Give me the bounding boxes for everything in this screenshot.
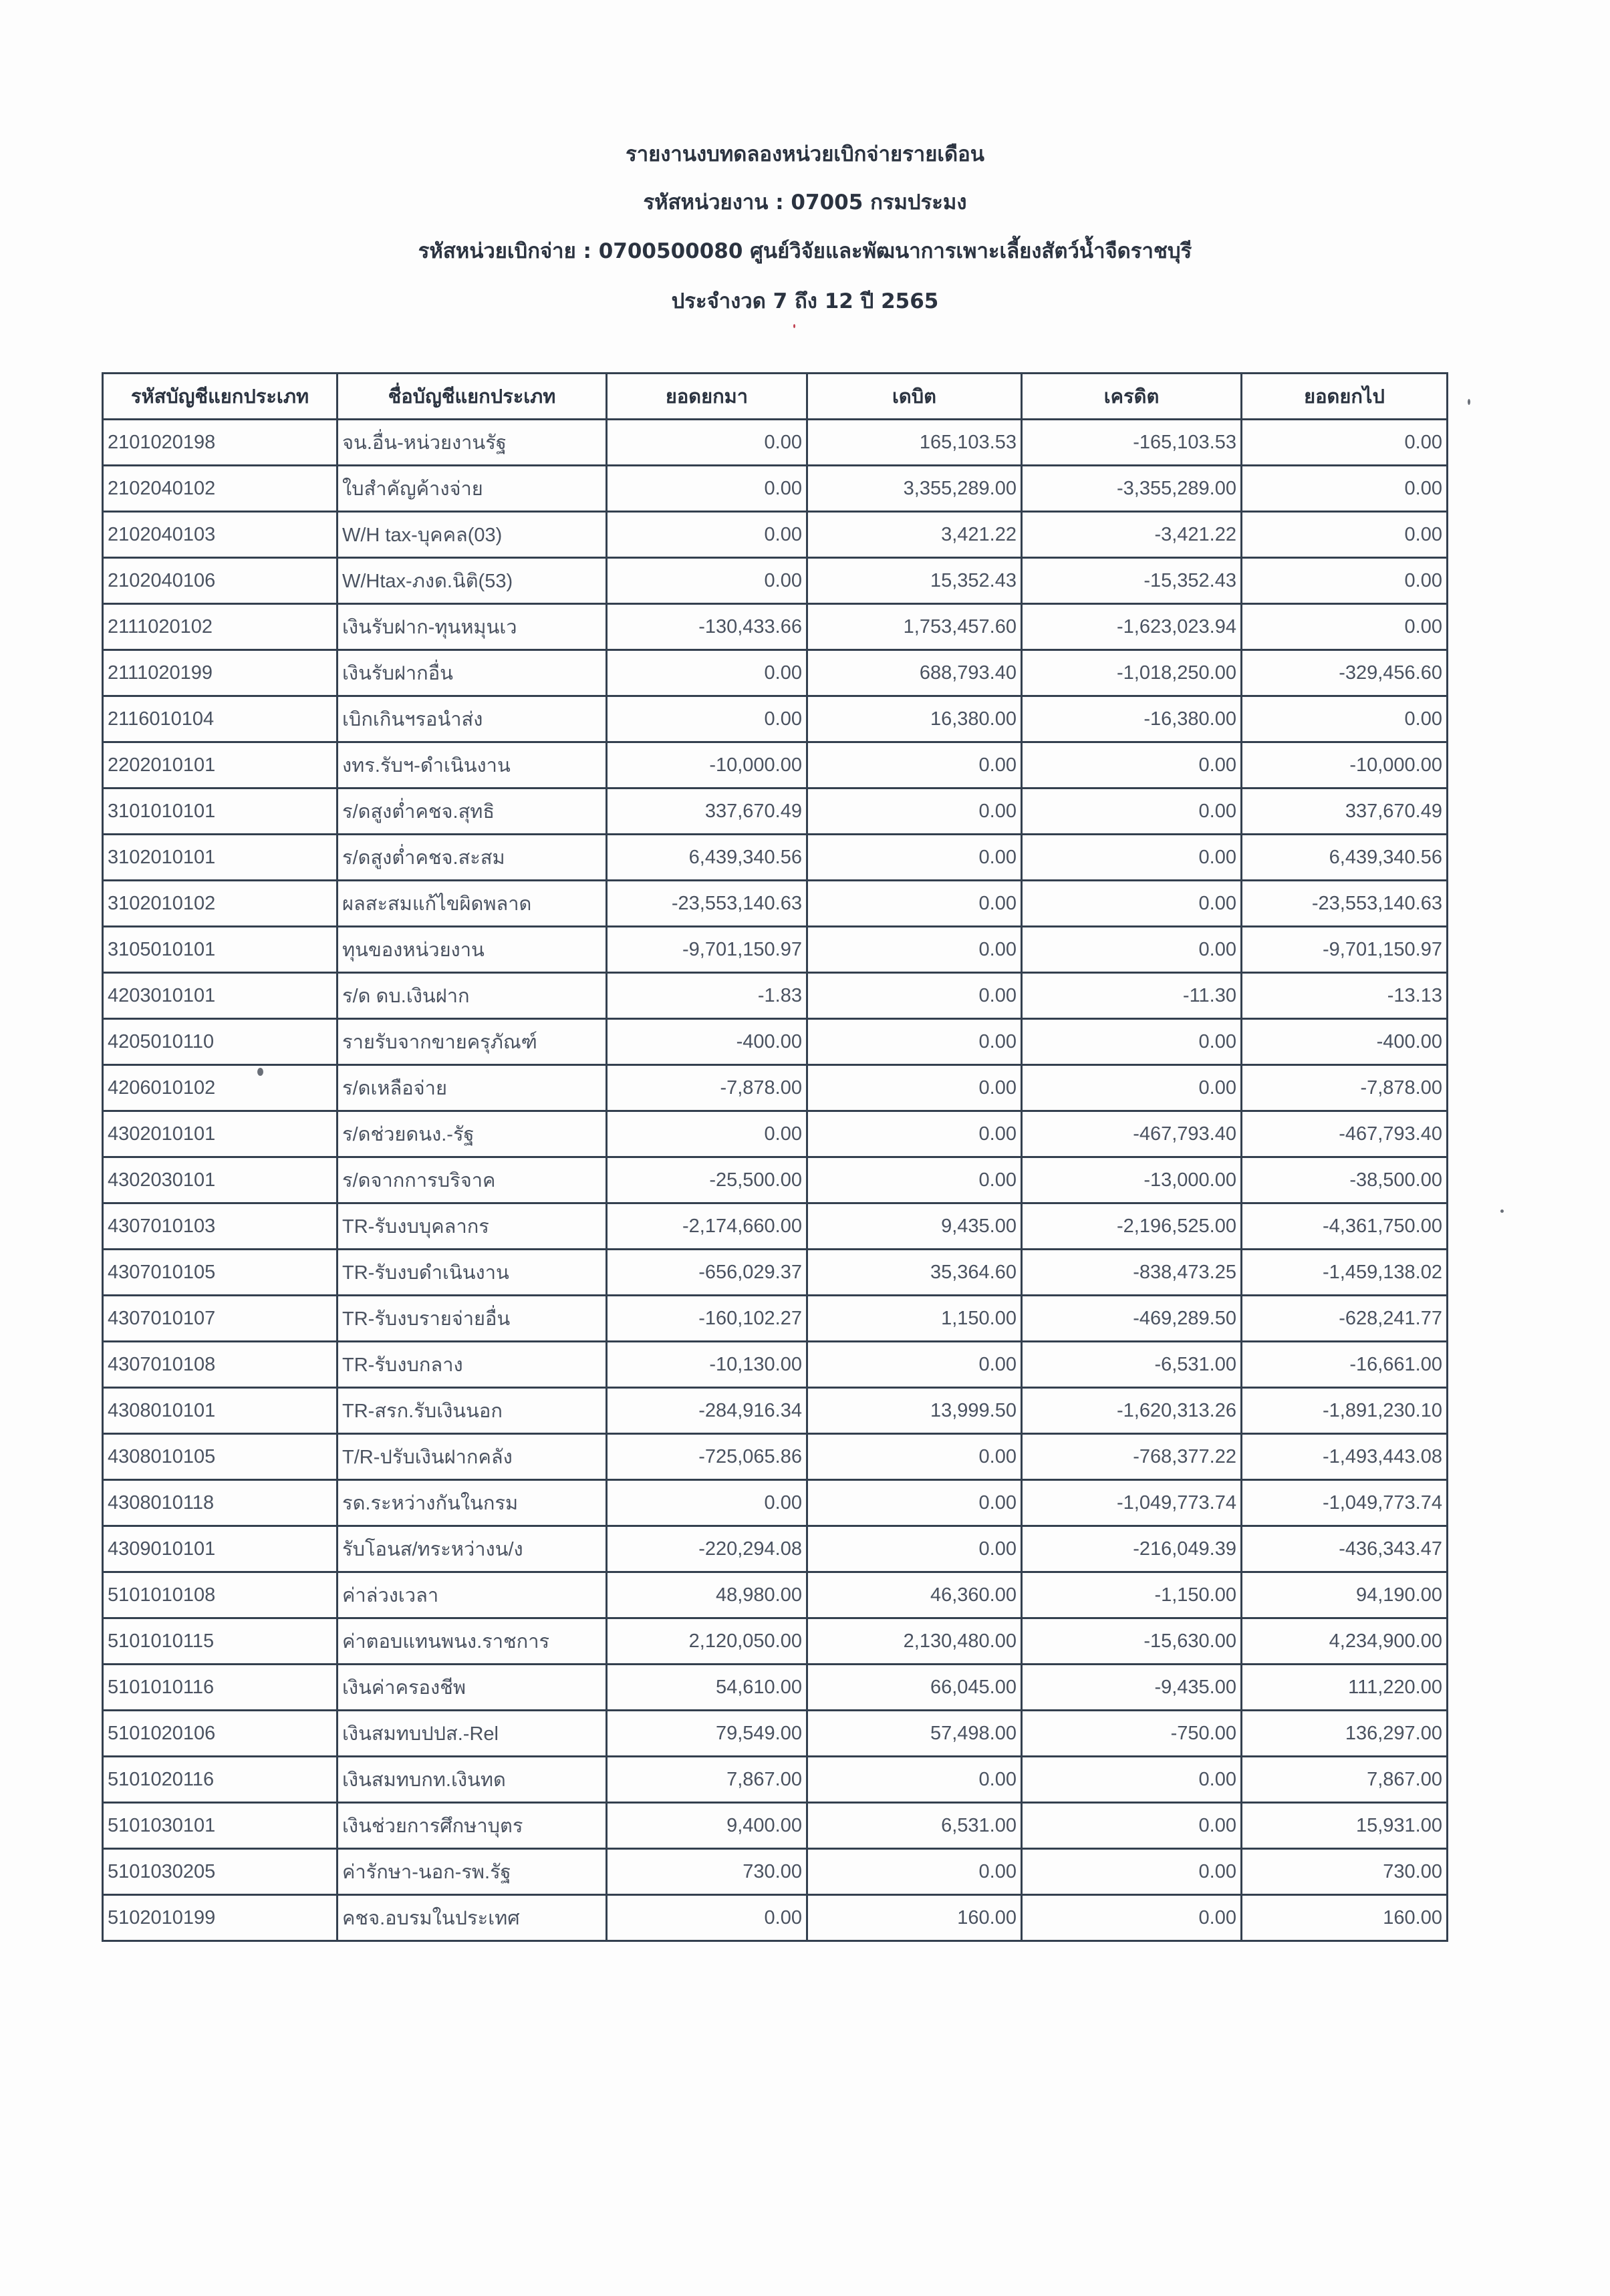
brought-forward-cell: 48,980.00: [607, 1572, 807, 1618]
carried-forward-cell: -13.13: [1242, 973, 1448, 1019]
disbursing-unit-line: รหัสหน่วยเบิกจ่าย : 0700500080 ศูนย์วิจัยและพัฒนาการเพาะเลี้ยงสัตว์น้ำจืดราชบุรี: [418, 239, 1192, 263]
carried-forward-cell: 111,220.00: [1242, 1665, 1448, 1711]
debit-cell: 0.00: [807, 881, 1022, 927]
brought-forward-cell: -656,029.37: [607, 1250, 807, 1296]
carried-forward-cell: 6,439,340.56: [1242, 835, 1448, 881]
account-name-cell: เงินช่วยการศึกษาบุตร: [338, 1803, 607, 1849]
brought-forward-cell: -9,701,150.97: [607, 927, 807, 973]
table-row: [103, 1711, 1448, 1757]
account-code-cell: 5101020106: [103, 1711, 338, 1757]
account-name-cell: ร/ดช่วยดนง.-รัฐ: [338, 1111, 607, 1157]
debit-cell: 3,421.22: [807, 512, 1022, 558]
carried-forward-cell: 0.00: [1242, 512, 1448, 558]
brought-forward-cell: -400.00: [607, 1019, 807, 1065]
credit-cell: -15,352.43: [1022, 558, 1242, 604]
debit-cell: 35,364.60: [807, 1250, 1022, 1296]
brought-forward-cell: 79,549.00: [607, 1711, 807, 1757]
debit-cell: 165,103.53: [807, 420, 1022, 466]
table-row: [103, 1572, 1448, 1618]
account-code-cell: 5102010199: [103, 1895, 338, 1941]
account-code-cell: 4307010108: [103, 1342, 338, 1388]
carried-forward-cell: -1,493,443.08: [1242, 1434, 1448, 1480]
period-line: ประจำงวด 7 ถึง 12 ปี 2565: [671, 289, 939, 313]
account-code-cell: 4203010101: [103, 973, 338, 1019]
account-name-cell: ทุนของหน่วยงาน: [338, 927, 607, 973]
account-code-cell: 5101030101: [103, 1803, 338, 1849]
table-row: [103, 512, 1448, 558]
debit-cell: 3,355,289.00: [807, 466, 1022, 512]
brought-forward-cell: 0.00: [607, 1111, 807, 1157]
account-code-cell: 4308010105: [103, 1434, 338, 1480]
debit-cell: 6,531.00: [807, 1803, 1022, 1849]
table-row: [103, 1665, 1448, 1711]
credit-cell: 0.00: [1022, 1849, 1242, 1895]
carried-forward-cell: -400.00: [1242, 1019, 1448, 1065]
debit-cell: 0.00: [807, 1111, 1022, 1157]
account-name-cell: รายรับจากขายครุภัณฑ์: [338, 1019, 607, 1065]
carried-forward-cell: -436,343.47: [1242, 1526, 1448, 1572]
debit-cell: 0.00: [807, 1849, 1022, 1895]
brought-forward-cell: -10,000.00: [607, 742, 807, 788]
carried-forward-cell: 0.00: [1242, 558, 1448, 604]
debit-cell: 0.00: [807, 927, 1022, 973]
brought-forward-cell: 7,867.00: [607, 1757, 807, 1803]
carried-forward-cell: -7,878.00: [1242, 1065, 1448, 1111]
debit-cell: 57,498.00: [807, 1711, 1022, 1757]
credit-cell: -1,620,313.26: [1022, 1388, 1242, 1434]
credit-cell: 0.00: [1022, 1065, 1242, 1111]
table-row: [103, 881, 1448, 927]
debit-cell: 15,352.43: [807, 558, 1022, 604]
table-row: [103, 742, 1448, 788]
account-code-cell: 5101020116: [103, 1757, 338, 1803]
account-code-cell: 3102010102: [103, 881, 338, 927]
credit-cell: -838,473.25: [1022, 1250, 1242, 1296]
credit-cell: -1,623,023.94: [1022, 604, 1242, 650]
account-name-cell: TR-รับงบดำเนินงาน: [338, 1250, 607, 1296]
carried-forward-cell: -1,049,773.74: [1242, 1480, 1448, 1526]
table-row: [103, 1019, 1448, 1065]
credit-cell: 0.00: [1022, 881, 1242, 927]
table-row: [103, 1757, 1448, 1803]
table-row: [103, 696, 1448, 742]
credit-cell: -1,018,250.00: [1022, 650, 1242, 696]
brought-forward-cell: 54,610.00: [607, 1665, 807, 1711]
table-row: [103, 1065, 1448, 1111]
brought-forward-cell: -1.83: [607, 973, 807, 1019]
account-name-cell: ใบสำคัญค้างจ่าย: [338, 466, 607, 512]
carried-forward-cell: 160.00: [1242, 1895, 1448, 1941]
account-name-cell: T/R-ปรับเงินฝากคลัง: [338, 1434, 607, 1480]
table-row: [103, 1342, 1448, 1388]
brought-forward-cell: -2,174,660.00: [607, 1203, 807, 1250]
carried-forward-cell: 7,867.00: [1242, 1757, 1448, 1803]
debit-cell: 0.00: [807, 973, 1022, 1019]
account-code-cell: 4308010118: [103, 1480, 338, 1526]
credit-cell: 0.00: [1022, 1019, 1242, 1065]
account-name-cell: TR-รับงบรายจ่ายอื่น: [338, 1296, 607, 1342]
account-name-cell: TR-รับงบกลาง: [338, 1342, 607, 1388]
debit-cell: 66,045.00: [807, 1665, 1022, 1711]
account-code-cell: 2202010101: [103, 742, 338, 788]
agency-line: รหัสหน่วยงาน : 07005 กรมประมง: [643, 190, 967, 214]
credit-cell: 0.00: [1022, 1895, 1242, 1941]
carried-forward-cell: 136,297.00: [1242, 1711, 1448, 1757]
brought-forward-cell: -10,130.00: [607, 1342, 807, 1388]
debit-cell: 0.00: [807, 1526, 1022, 1572]
credit-cell: -469,289.50: [1022, 1296, 1242, 1342]
carried-forward-cell: -329,456.60: [1242, 650, 1448, 696]
debit-cell: 0.00: [807, 788, 1022, 835]
table-header-row: [103, 374, 1448, 420]
account-code-cell: 4307010107: [103, 1296, 338, 1342]
credit-cell: -16,380.00: [1022, 696, 1242, 742]
account-name-cell: เงินค่าครองชีพ: [338, 1665, 607, 1711]
report-title: รายงานงบทดลองหน่วยเบิกจ่ายรายเดือน: [626, 142, 984, 166]
debit-cell: 16,380.00: [807, 696, 1022, 742]
account-name-cell: เงินรับฝากอื่น: [338, 650, 607, 696]
account-code-cell: 5101010116: [103, 1665, 338, 1711]
table-row: [103, 973, 1448, 1019]
account-code-cell: 3102010101: [103, 835, 338, 881]
carried-forward-cell: 15,931.00: [1242, 1803, 1448, 1849]
carried-forward-cell: -1,891,230.10: [1242, 1388, 1448, 1434]
table-row: [103, 1296, 1448, 1342]
account-code-cell: 4307010103: [103, 1203, 338, 1250]
account-name-cell: งทร.รับฯ-ดำเนินงาน: [338, 742, 607, 788]
brought-forward-cell: 0.00: [607, 1480, 807, 1526]
credit-cell: -750.00: [1022, 1711, 1242, 1757]
account-name-cell: ร/ดสูงต่ำคชจ.สุทธิ: [338, 788, 607, 835]
debit-cell: 688,793.40: [807, 650, 1022, 696]
account-code-cell: 5101030205: [103, 1849, 338, 1895]
credit-cell: -1,150.00: [1022, 1572, 1242, 1618]
carried-forward-cell: -9,701,150.97: [1242, 927, 1448, 973]
carried-forward-cell: -1,459,138.02: [1242, 1250, 1448, 1296]
scan-speck: [1468, 399, 1470, 405]
credit-cell: 0.00: [1022, 1757, 1242, 1803]
account-code-cell: 4309010101: [103, 1526, 338, 1572]
table-row: [103, 1526, 1448, 1572]
debit-cell: 0.00: [807, 1157, 1022, 1203]
account-name-cell: ร/ดจากการบริจาค: [338, 1157, 607, 1203]
carried-forward-cell: -23,553,140.63: [1242, 881, 1448, 927]
debit-cell: 9,435.00: [807, 1203, 1022, 1250]
credit-cell: -6,531.00: [1022, 1342, 1242, 1388]
account-code-cell: 3101010101: [103, 788, 338, 835]
credit-cell: -467,793.40: [1022, 1111, 1242, 1157]
header-credit: เครดิต: [1022, 374, 1242, 420]
carried-forward-cell: -38,500.00: [1242, 1157, 1448, 1203]
account-name-cell: เงินสมทบปปส.-Rel: [338, 1711, 607, 1757]
debit-cell: 0.00: [807, 1065, 1022, 1111]
table-row: [103, 1203, 1448, 1250]
account-name-cell: คชจ.อบรมในประเทศ: [338, 1895, 607, 1941]
carried-forward-cell: 0.00: [1242, 420, 1448, 466]
credit-cell: -768,377.22: [1022, 1434, 1242, 1480]
table-row: [103, 788, 1448, 835]
account-code-cell: 2102040106: [103, 558, 338, 604]
table-row: [103, 927, 1448, 973]
brought-forward-cell: 9,400.00: [607, 1803, 807, 1849]
brought-forward-cell: -284,916.34: [607, 1388, 807, 1434]
account-code-cell: 2101020198: [103, 420, 338, 466]
brought-forward-cell: 6,439,340.56: [607, 835, 807, 881]
table-row: [103, 420, 1448, 466]
account-code-cell: 2102040102: [103, 466, 338, 512]
table-row: [103, 1157, 1448, 1203]
debit-cell: 0.00: [807, 1434, 1022, 1480]
table-row: [103, 466, 1448, 512]
credit-cell: 0.00: [1022, 788, 1242, 835]
debit-cell: 160.00: [807, 1895, 1022, 1941]
credit-cell: -1,049,773.74: [1022, 1480, 1242, 1526]
account-code-cell: 5101010108: [103, 1572, 338, 1618]
table-body: [103, 420, 1448, 1941]
account-name-cell: TR-สรก.รับเงินนอก: [338, 1388, 607, 1434]
scan-speck: [257, 1068, 263, 1076]
debit-cell: 0.00: [807, 1480, 1022, 1526]
brought-forward-cell: -23,553,140.63: [607, 881, 807, 927]
table-row: [103, 1111, 1448, 1157]
account-code-cell: 4308010101: [103, 1388, 338, 1434]
account-code-cell: 2111020199: [103, 650, 338, 696]
carried-forward-cell: 0.00: [1242, 466, 1448, 512]
account-name-cell: TR-รับงบบุคลากร: [338, 1203, 607, 1250]
header-debit: เดบิต: [807, 374, 1022, 420]
carried-forward-cell: -467,793.40: [1242, 1111, 1448, 1157]
account-name-cell: W/Htax-ภงด.นิติ(53): [338, 558, 607, 604]
brought-forward-cell: 0.00: [607, 466, 807, 512]
brought-forward-cell: 0.00: [607, 1895, 807, 1941]
header-account-code: รหัสบัญชีแยกประเภท: [103, 374, 338, 420]
brought-forward-cell: 730.00: [607, 1849, 807, 1895]
header-brought-forward: ยอดยกมา: [607, 374, 807, 420]
account-name-cell: จน.อื่น-หน่วยงานรัฐ: [338, 420, 607, 466]
account-code-cell: 4302010101: [103, 1111, 338, 1157]
account-name-cell: รด.ระหว่างกันในกรม: [338, 1480, 607, 1526]
credit-cell: -9,435.00: [1022, 1665, 1242, 1711]
account-name-cell: รับโอนส/ทระหว่างน/ง: [338, 1526, 607, 1572]
debit-cell: 13,999.50: [807, 1388, 1022, 1434]
credit-cell: -3,421.22: [1022, 512, 1242, 558]
table-row: [103, 1480, 1448, 1526]
brought-forward-cell: -725,065.86: [607, 1434, 807, 1480]
credit-cell: 0.00: [1022, 742, 1242, 788]
account-code-cell: 2102040103: [103, 512, 338, 558]
table-row: [103, 1849, 1448, 1895]
account-code-cell: 4206010102: [103, 1065, 338, 1111]
account-name-cell: เงินสมทบกท.เงินทด: [338, 1757, 607, 1803]
table-row: [103, 1434, 1448, 1480]
account-code-cell: 5101010115: [103, 1618, 338, 1665]
debit-cell: 0.00: [807, 835, 1022, 881]
account-name-cell: ผลสะสมแก้ไขผิดพลาด: [338, 881, 607, 927]
brought-forward-cell: -130,433.66: [607, 604, 807, 650]
credit-cell: 0.00: [1022, 1803, 1242, 1849]
credit-cell: -11.30: [1022, 973, 1242, 1019]
carried-forward-cell: 730.00: [1242, 1849, 1448, 1895]
debit-cell: 1,753,457.60: [807, 604, 1022, 650]
scan-speck: [793, 324, 795, 328]
account-code-cell: 4302030101: [103, 1157, 338, 1203]
carried-forward-cell: -16,661.00: [1242, 1342, 1448, 1388]
brought-forward-cell: 0.00: [607, 420, 807, 466]
account-name-cell: ร/ด ดบ.เงินฝาก: [338, 973, 607, 1019]
table-row: [103, 650, 1448, 696]
account-code-cell: 4307010105: [103, 1250, 338, 1296]
debit-cell: 46,360.00: [807, 1572, 1022, 1618]
debit-cell: 0.00: [807, 742, 1022, 788]
carried-forward-cell: -10,000.00: [1242, 742, 1448, 788]
brought-forward-cell: -160,102.27: [607, 1296, 807, 1342]
debit-cell: 1,150.00: [807, 1296, 1022, 1342]
account-name-cell: เบิกเกินฯรอนำส่ง: [338, 696, 607, 742]
account-name-cell: ค่าตอบแทนพนง.ราชการ: [338, 1618, 607, 1665]
account-name-cell: ร/ดสูงต่ำคชจ.สะสม: [338, 835, 607, 881]
credit-cell: -15,630.00: [1022, 1618, 1242, 1665]
credit-cell: -2,196,525.00: [1022, 1203, 1242, 1250]
credit-cell: -13,000.00: [1022, 1157, 1242, 1203]
credit-cell: -165,103.53: [1022, 420, 1242, 466]
credit-cell: 0.00: [1022, 927, 1242, 973]
debit-cell: 0.00: [807, 1019, 1022, 1065]
debit-cell: 2,130,480.00: [807, 1618, 1022, 1665]
table-row: [103, 604, 1448, 650]
carried-forward-cell: 94,190.00: [1242, 1572, 1448, 1618]
account-name-cell: ค่ารักษา-นอก-รพ.รัฐ: [338, 1849, 607, 1895]
brought-forward-cell: -25,500.00: [607, 1157, 807, 1203]
table-row: [103, 1618, 1448, 1665]
carried-forward-cell: -628,241.77: [1242, 1296, 1448, 1342]
credit-cell: -216,049.39: [1022, 1526, 1242, 1572]
brought-forward-cell: 337,670.49: [607, 788, 807, 835]
debit-cell: 0.00: [807, 1342, 1022, 1388]
table-row: [103, 558, 1448, 604]
trial-balance-table: [102, 372, 1448, 1942]
table-row: [103, 835, 1448, 881]
table-row: [103, 1895, 1448, 1941]
credit-cell: 0.00: [1022, 835, 1242, 881]
carried-forward-cell: 0.00: [1242, 696, 1448, 742]
brought-forward-cell: -220,294.08: [607, 1526, 807, 1572]
brought-forward-cell: 0.00: [607, 558, 807, 604]
header-account-name: ชื่อบัญชีแยกประเภท: [338, 374, 607, 420]
brought-forward-cell: 0.00: [607, 512, 807, 558]
brought-forward-cell: 2,120,050.00: [607, 1618, 807, 1665]
brought-forward-cell: 0.00: [607, 696, 807, 742]
account-name-cell: เงินรับฝาก-ทุนหมุนเว: [338, 604, 607, 650]
debit-cell: 0.00: [807, 1757, 1022, 1803]
account-code-cell: 3105010101: [103, 927, 338, 973]
account-code-cell: 4205010110: [103, 1019, 338, 1065]
table-row: [103, 1388, 1448, 1434]
account-code-cell: 2116010104: [103, 696, 338, 742]
account-name-cell: ค่าล่วงเวลา: [338, 1572, 607, 1618]
account-code-cell: 2111020102: [103, 604, 338, 650]
credit-cell: -3,355,289.00: [1022, 466, 1242, 512]
brought-forward-cell: -7,878.00: [607, 1065, 807, 1111]
brought-forward-cell: 0.00: [607, 650, 807, 696]
table-row: [103, 1250, 1448, 1296]
account-name-cell: ร/ดเหลือจ่าย: [338, 1065, 607, 1111]
header-carried-forward: ยอดยกไป: [1242, 374, 1448, 420]
carried-forward-cell: -4,361,750.00: [1242, 1203, 1448, 1250]
scan-speck: [1500, 1209, 1504, 1213]
carried-forward-cell: 337,670.49: [1242, 788, 1448, 835]
carried-forward-cell: 0.00: [1242, 604, 1448, 650]
table-row: [103, 1803, 1448, 1849]
account-name-cell: W/H tax-บุคคล(03): [338, 512, 607, 558]
carried-forward-cell: 4,234,900.00: [1242, 1618, 1448, 1665]
